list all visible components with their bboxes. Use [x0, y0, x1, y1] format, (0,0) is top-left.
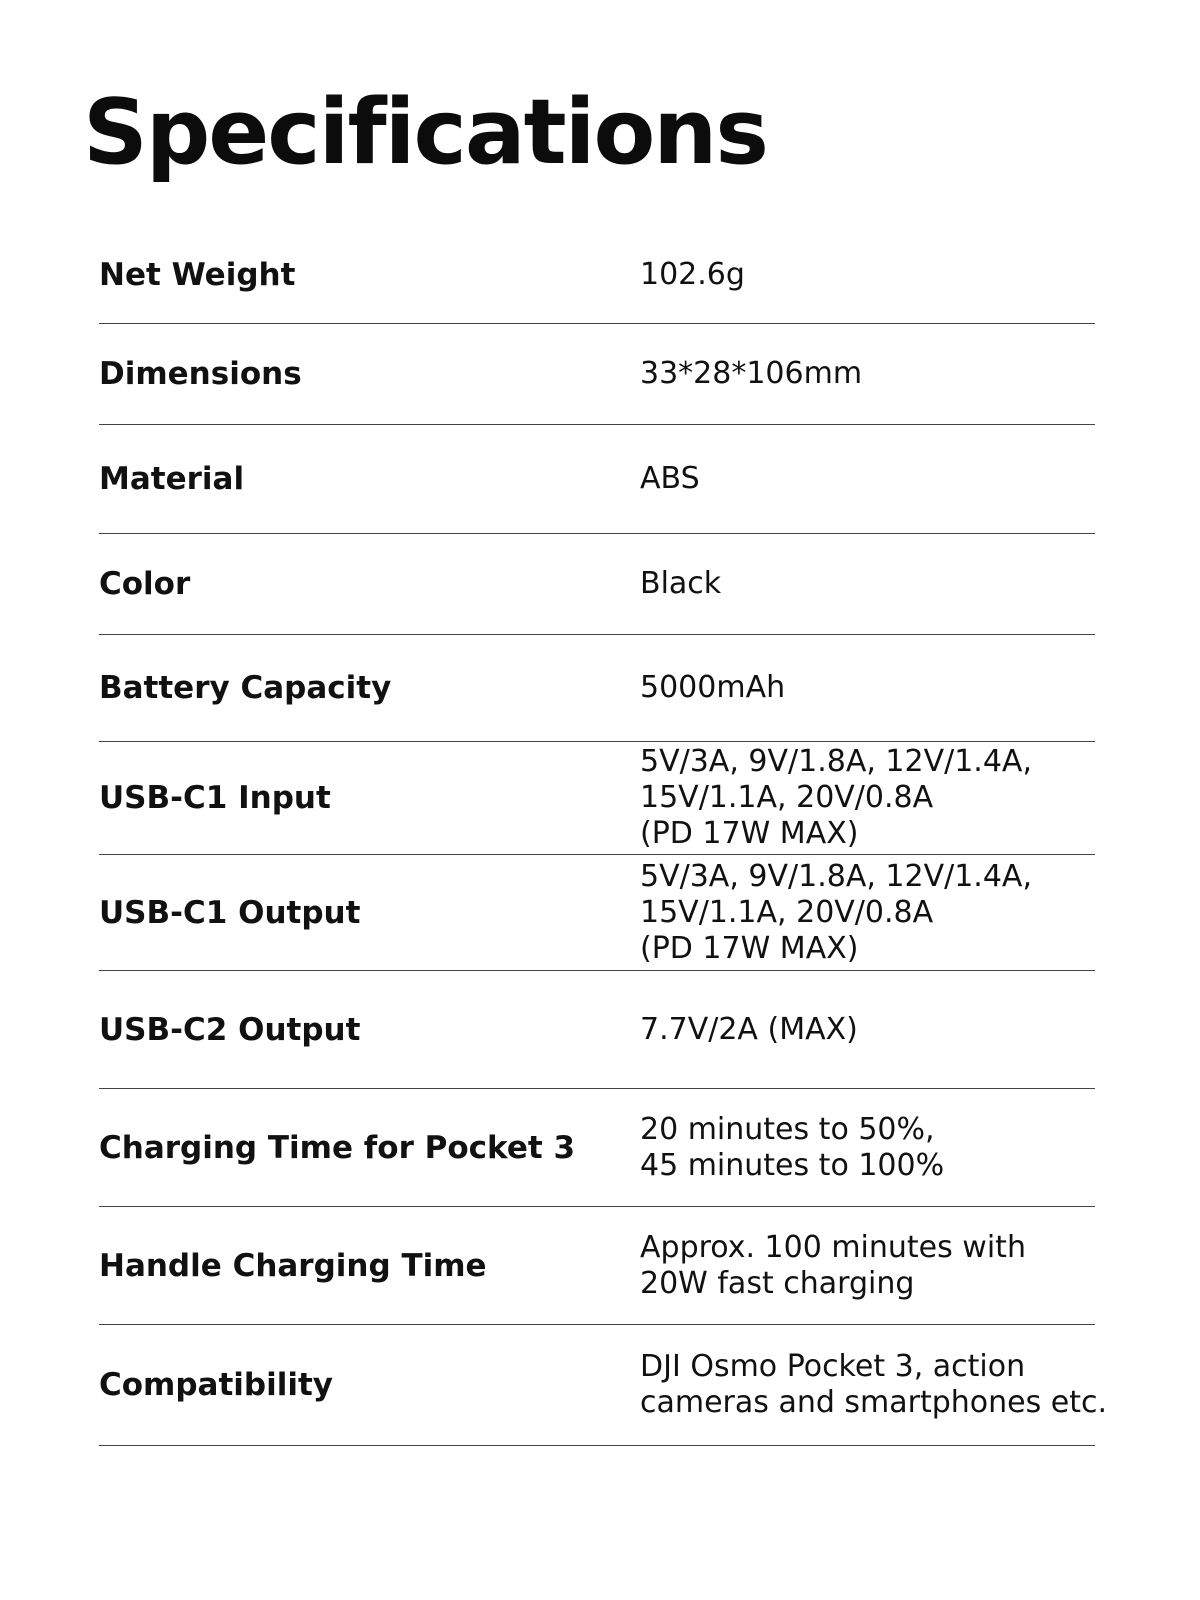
spec-row-usb-c2-output: [99, 971, 1095, 1089]
spec-label: Net Weight: [99, 256, 296, 293]
spec-row-color: [99, 534, 1095, 635]
page-title: Specifications: [83, 80, 767, 185]
spec-row-dimensions: [99, 324, 1095, 425]
spec-value-line: 5000mAh: [640, 670, 786, 705]
spec-value-line: 15V/1.1A, 20V/0.8A: [640, 894, 934, 930]
spec-row-net-weight: [99, 226, 1095, 324]
spec-label: Material: [99, 461, 245, 497]
spec-value-line: Black: [640, 566, 722, 601]
spec-value-line: ABS: [640, 461, 700, 496]
spec-value: [640, 1112, 1095, 1184]
spec-value-line: 33*28*106mm: [640, 356, 863, 391]
spec-row-handle-charging-time: [99, 1207, 1095, 1325]
spec-label: Compatibility: [99, 1367, 333, 1403]
spec-value-line: cameras and smartphones etc.: [640, 1385, 1108, 1420]
spec-label: Dimensions: [99, 356, 302, 392]
spec-label: USB-C1 Output: [99, 894, 361, 931]
spec-label: Battery Capacity: [99, 670, 392, 706]
spec-value: [640, 744, 1095, 852]
spec-value-line: 7.7V/2A (MAX): [640, 1011, 858, 1047]
spec-value-line: 102.6g: [640, 256, 745, 292]
spec-label: USB-C2 Output: [99, 1011, 361, 1048]
spec-value-line: 5V/3A, 9V/1.8A, 12V/1.4A,: [640, 744, 1032, 779]
spec-value: [640, 461, 1095, 497]
spec-value-line: 20W fast charging: [640, 1265, 915, 1301]
spec-value: [640, 1230, 1095, 1302]
spec-row-compatibility: [99, 1325, 1108, 1446]
spec-value-line: DJI Osmo Pocket 3, action: [640, 1349, 1026, 1384]
spec-value-line: 45 minutes to 100%: [640, 1147, 945, 1183]
spec-value-line: 5V/3A, 9V/1.8A, 12V/1.4A,: [640, 858, 1032, 894]
spec-value: [640, 859, 1095, 967]
spec-value-line: (PD 17W MAX): [640, 816, 859, 851]
spec-label: Handle Charging Time: [99, 1247, 487, 1284]
spec-value: [640, 257, 1095, 293]
spec-value-line: 15V/1.1A, 20V/0.8A: [640, 780, 934, 815]
spec-value-line: Approx. 100 minutes with: [640, 1229, 1026, 1265]
spec-value: [640, 356, 1095, 392]
spec-value: [640, 670, 1095, 706]
spec-value-line: 20 minutes to 50%,: [640, 1111, 935, 1147]
spec-label: Color: [99, 566, 191, 602]
spec-row-charging-time-pocket-3: [99, 1089, 1095, 1207]
spec-row-material: [99, 425, 1095, 534]
spec-row-battery-capacity: [99, 635, 1095, 742]
spec-label: USB-C1 Input: [99, 780, 331, 816]
spec-value: [640, 1012, 1095, 1048]
spec-value: [640, 1349, 1107, 1421]
spec-value: [640, 566, 1095, 602]
spec-label: Charging Time for Pocket 3: [99, 1129, 576, 1166]
spec-row-usb-c1-output: [99, 855, 1095, 971]
spec-value-line: (PD 17W MAX): [640, 930, 859, 966]
spec-table: [99, 226, 1108, 1446]
spec-row-usb-c1-input: [99, 742, 1095, 855]
